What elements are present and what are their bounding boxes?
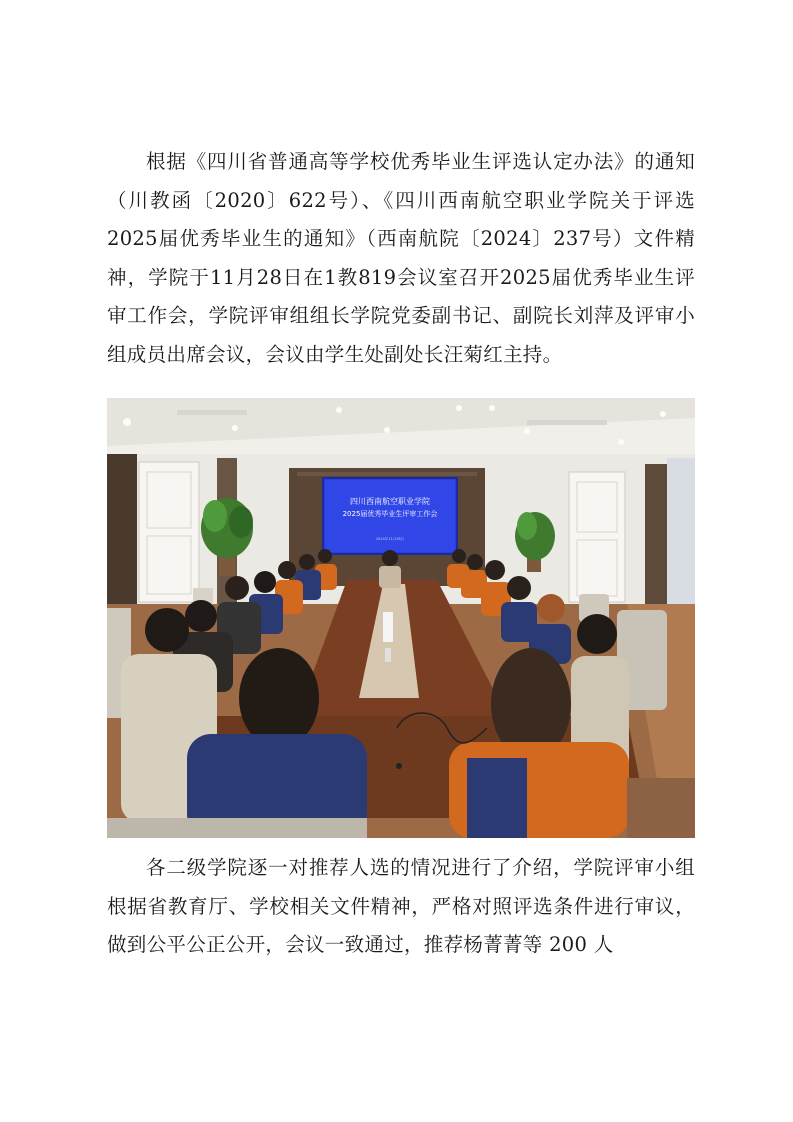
paragraph-intro: 根据《四川省普通高等学校优秀毕业生评选认定办法》的通知（川教函〔2020〕622号）、《四川西南航空职业学院关于评选2025届优秀毕业生的通知》（西南航院〔2024〕237号）文件精神，学院于11月28日在1教819会议室召开2025届优秀毕业生评审工作会，学院评审组组长学院党委副书记、副院长刘萍及评审小组成员出席会议，会议由学生处副处长汪菊红主持。 (107, 150, 695, 366)
screen-title-line1: 四川西南航空职业学院 (350, 497, 430, 506)
screen-title-line2: 2025届优秀毕业生评审工作会 (342, 510, 438, 518)
paragraph-result: 各二级学院逐一对推荐人选的情况进行了介绍，学院评审小组根据省教育厅、学校相关文件精神，严格对照评选条件进行审议，做到公平公正公开，会议一致通过，推荐杨菁菁等 200 人 (107, 856, 695, 956)
screen-date: 2024年11月28日 (375, 537, 405, 541)
meeting-photo (107, 398, 695, 838)
